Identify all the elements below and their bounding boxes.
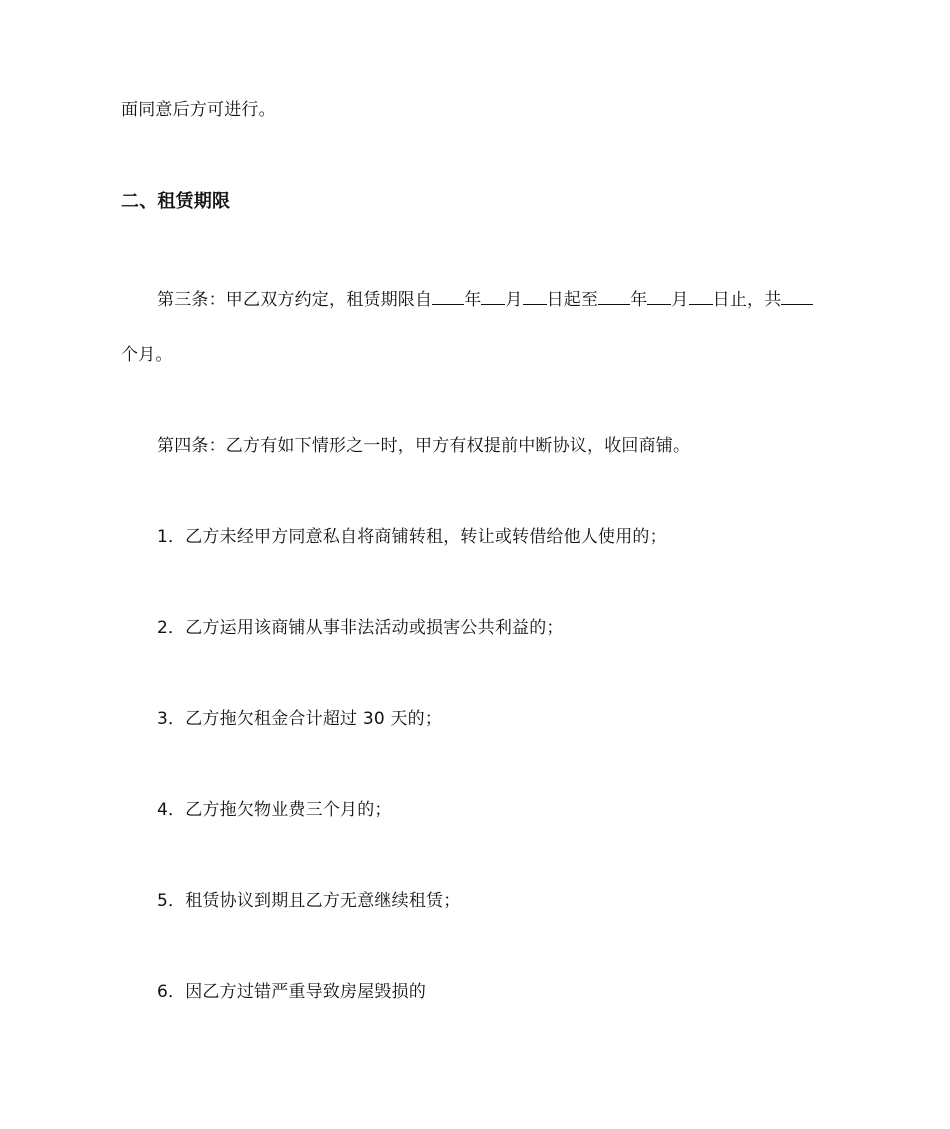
article-3-line-1 bbox=[157, 287, 813, 312]
day-end-label: 日止，共 bbox=[712, 290, 782, 310]
list-item: 4．乙方拖欠物业费三个月的； bbox=[157, 800, 392, 820]
continuation-text: 面同意后方可进行。 bbox=[121, 100, 276, 120]
article-3-line-2: 个月。 bbox=[121, 345, 173, 365]
day-label: 日起至 bbox=[546, 290, 599, 310]
month-end-label: 月 bbox=[671, 290, 689, 310]
month-blank bbox=[481, 287, 505, 305]
section-heading: 二、租赁期限 bbox=[121, 191, 231, 212]
article-3-lead: 第三条：甲乙双方约定，租赁期限自 bbox=[157, 290, 433, 310]
year-end-blank bbox=[598, 287, 630, 305]
article-4: 第四条：乙方有如下情形之一时，甲方有权提前中断协议，收回商铺。 bbox=[157, 436, 691, 456]
list-item: 2．乙方运用该商铺从事非法活动或损害公共利益的； bbox=[157, 618, 564, 638]
month-end-blank bbox=[647, 287, 671, 305]
year-label: 年 bbox=[464, 290, 482, 310]
day-end-blank bbox=[689, 287, 713, 305]
year-blank bbox=[432, 287, 464, 305]
year-end-label: 年 bbox=[630, 290, 648, 310]
total-months-blank bbox=[781, 287, 813, 305]
list-item: 3．乙方拖欠租金合计超过 30 天的； bbox=[157, 709, 443, 729]
month-label: 月 bbox=[505, 290, 523, 310]
day-blank bbox=[523, 287, 547, 305]
list-item: 6．因乙方过错严重导致房屋毁损的 bbox=[157, 982, 427, 1002]
list-item: 1．乙方未经甲方同意私自将商铺转租，转让或转借给他人使用的； bbox=[157, 527, 667, 547]
list-item: 5．租赁协议到期且乙方无意继续租赁； bbox=[157, 891, 461, 911]
